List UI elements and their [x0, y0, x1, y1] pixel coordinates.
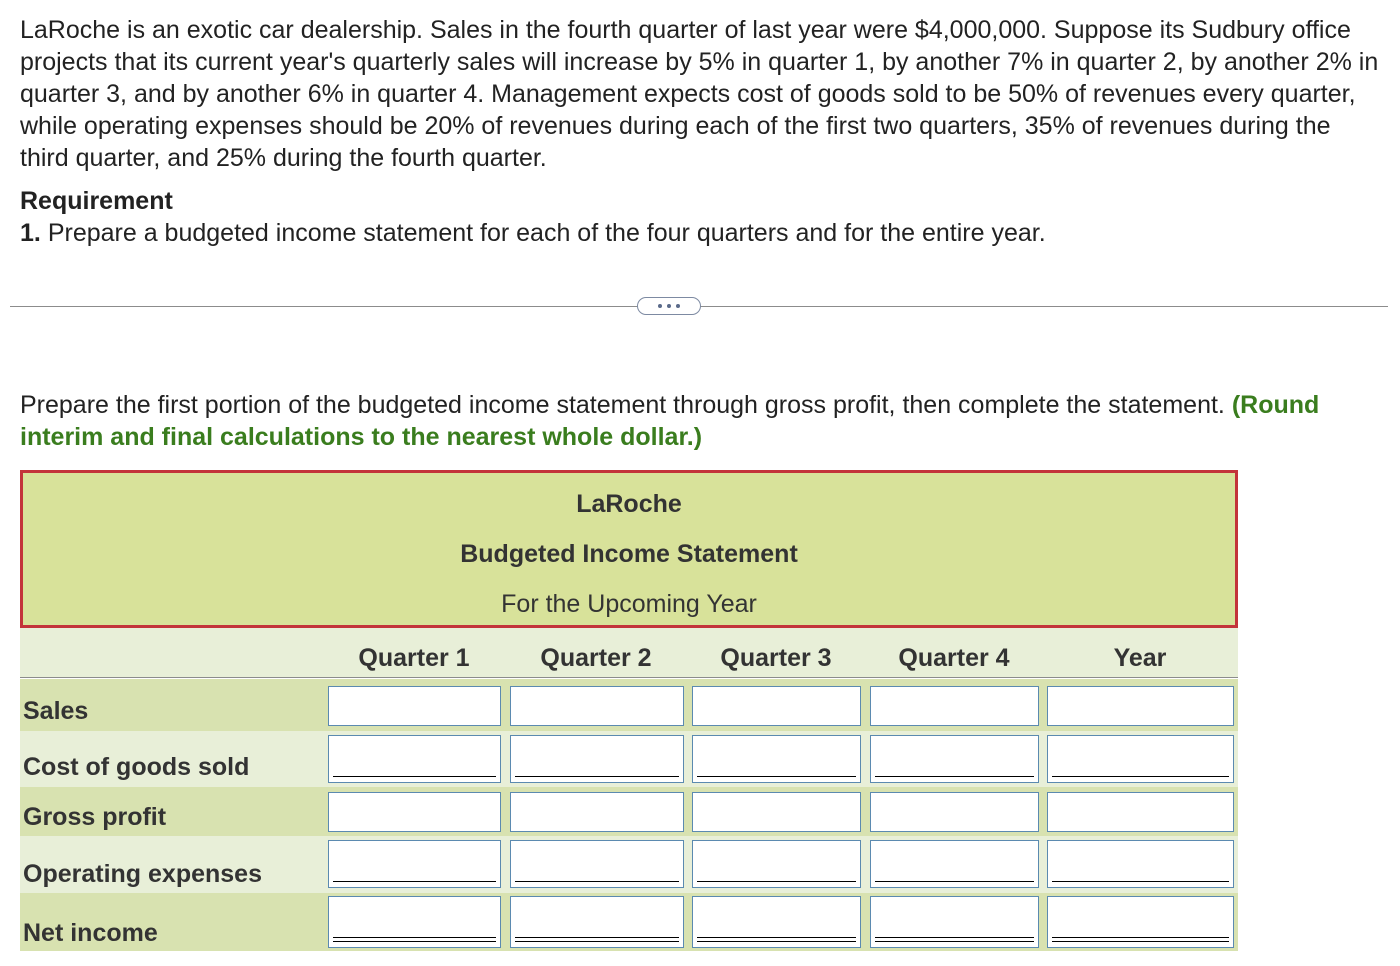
ellipsis-dot-icon [676, 304, 680, 308]
row-label-gross-profit: Gross profit [23, 803, 167, 831]
opex-quarter-3-input[interactable] [692, 840, 861, 888]
gross-profit-quarter-4-input[interactable] [870, 792, 1039, 832]
cogs-quarter-4-input[interactable] [870, 735, 1039, 783]
net-income-quarter-2-input[interactable] [510, 896, 684, 948]
cogs-quarter-1-input[interactable] [328, 735, 501, 783]
opex-year-input[interactable] [1047, 840, 1234, 888]
sales-quarter-2-input[interactable] [510, 686, 684, 726]
sales-quarter-1-input[interactable] [328, 686, 501, 726]
requirement-number: 1. [20, 219, 41, 247]
opex-quarter-1-input[interactable] [328, 840, 501, 888]
gross-profit-quarter-2-input[interactable] [510, 792, 684, 832]
ellipsis-dot-icon [658, 304, 662, 308]
column-header-quarter-3: Quarter 3 [720, 644, 832, 672]
cogs-quarter-2-input[interactable] [510, 735, 684, 783]
gross-profit-year-input[interactable] [1047, 792, 1234, 832]
statement-title: Budgeted Income Statement [460, 540, 798, 568]
net-income-quarter-4-input[interactable] [870, 896, 1039, 948]
instructions [20, 389, 1380, 453]
column-header-quarter-2: Quarter 2 [540, 644, 652, 672]
requirement-text: Prepare a budgeted income statement for each of the four quarters and for the entire year. [47, 219, 1046, 247]
gross-profit-quarter-3-input[interactable] [692, 792, 861, 832]
problem-statement: LaRoche is an exotic car dealership. Sales in the fourth quarter of last year were $4,000,000. Suppose its Sudbury office projects that its current year's quarterly sales will increase by 5% in quarter 1, by another 7% in quarter 2, by another 2% in quarter 3, and by another 6% in quarter 4. Management expects cost of goods sold to be 50% of revenues every quarter, while operating expenses should be 20% of revenues during each of the first two quarters, 35% of revenues during the third quarter, and 25% during the fourth quarter. [20, 16, 1379, 172]
column-header-row [20, 628, 1238, 678]
row-sales [20, 679, 1238, 731]
row-label-sales: Sales [23, 697, 89, 725]
column-header-quarter-4: Quarter 4 [898, 644, 1010, 672]
opex-quarter-4-input[interactable] [870, 840, 1039, 888]
net-income-quarter-3-input[interactable] [692, 896, 861, 948]
gross-profit-quarter-1-input[interactable] [328, 792, 501, 832]
instructions-text: Prepare the first portion of the budgeted income statement through gross profit, then complete the statement. [20, 391, 1225, 419]
ellipsis-dot-icon [667, 304, 671, 308]
company-name: LaRoche [576, 490, 682, 518]
net-income-year-input[interactable] [1047, 896, 1234, 948]
row-label-net-income: Net income [23, 919, 158, 947]
row-gross-profit [20, 787, 1238, 836]
opex-quarter-2-input[interactable] [510, 840, 684, 888]
cogs-year-input[interactable] [1047, 735, 1234, 783]
sales-quarter-3-input[interactable] [692, 686, 861, 726]
expand-more-button[interactable] [637, 297, 701, 315]
row-operating-expenses [20, 836, 1238, 893]
row-net-income [20, 893, 1238, 951]
cogs-quarter-3-input[interactable] [692, 735, 861, 783]
column-header-year: Year [1113, 644, 1167, 672]
rounding-note: (Round interim and final calculations to the nearest whole dollar.) [20, 391, 1320, 451]
requirement-item [20, 217, 1046, 249]
row-label-operating-expenses: Operating expenses [23, 860, 262, 888]
row-cost-of-goods-sold [20, 731, 1238, 787]
statement-header [20, 470, 1238, 628]
statement-period: For the Upcoming Year [501, 590, 757, 618]
sales-year-input[interactable] [1047, 686, 1234, 726]
row-label-cost-of-goods-sold: Cost of goods sold [23, 753, 250, 781]
sales-quarter-4-input[interactable] [870, 686, 1039, 726]
requirement-heading: Requirement [20, 187, 173, 215]
column-header-quarter-1: Quarter 1 [358, 644, 470, 672]
net-income-quarter-1-input[interactable] [328, 896, 501, 948]
